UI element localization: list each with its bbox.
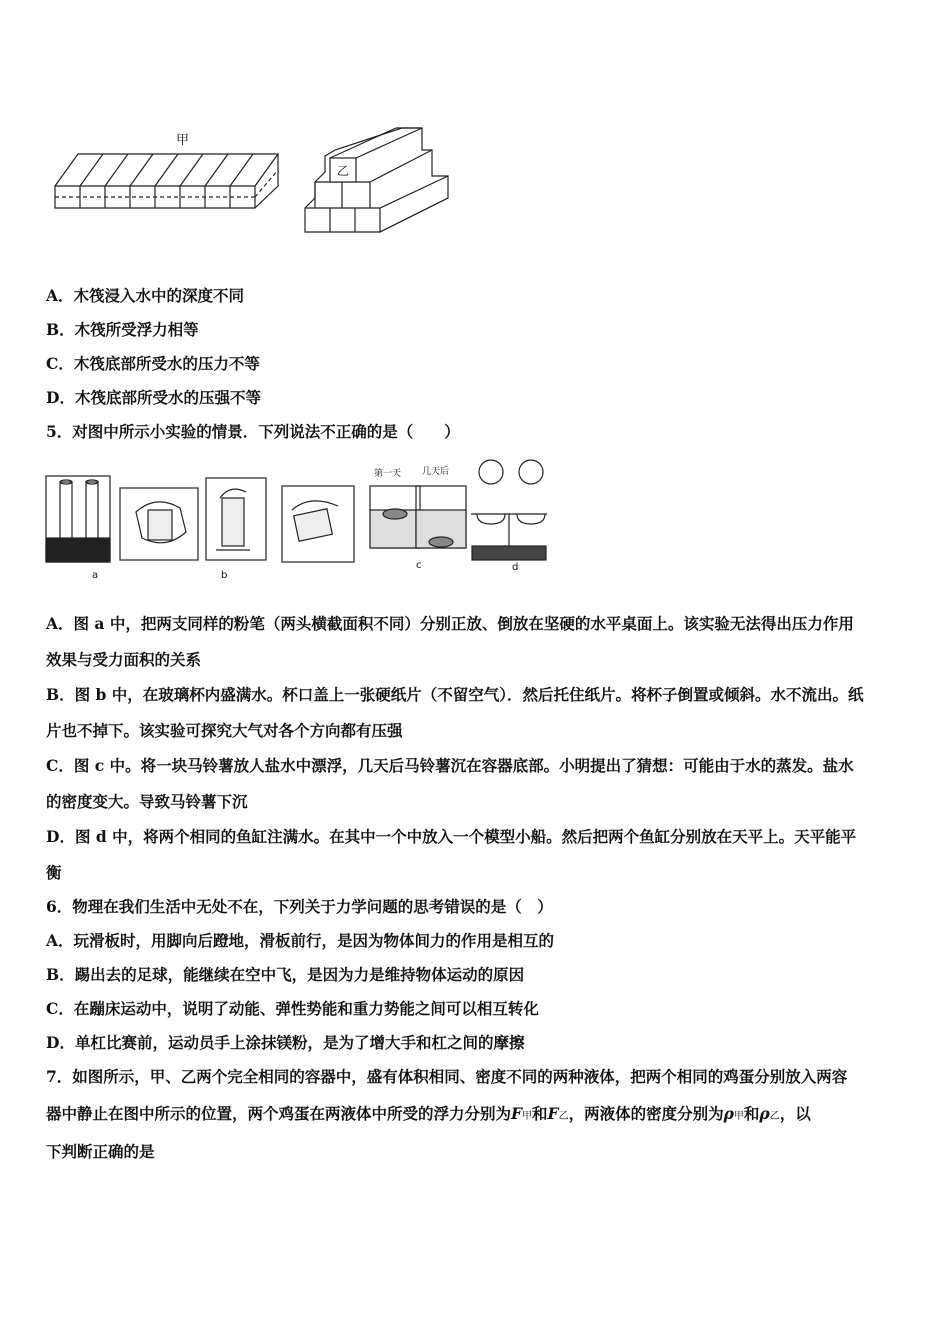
q4-option-a: A．木筏浸入水中的深度不同 — [46, 286, 245, 305]
label-yi: 乙 — [337, 164, 350, 178]
q5-figure — [44, 458, 549, 584]
label-a: a — [92, 570, 99, 581]
raft-diagram — [50, 120, 470, 240]
q6-option-d: D．单杠比赛前，运动员手上涂抹镁粉，是为了增大手和杠之间的摩擦 — [46, 1033, 525, 1052]
q4-option-c: C．木筏底部所受水的压力不等 — [46, 354, 260, 373]
q7-line1: 7．如图所示，甲、乙两个完全相同的容器中，盛有体积相同、密度不同的两种液体，把两个相同的鸡蛋分别放入两容 — [46, 1067, 848, 1086]
q7-line3: 下判断正确的是 — [46, 1142, 155, 1161]
q5-option-b-line1: B．图 b 中，在玻璃杯内盛满水。杯口盖上一张硬纸片（不留空气）．然后托住纸片。将杯子倒置或倾斜。水不流出。纸 — [46, 685, 864, 704]
q5-option-b-line2: 片也不掉下。该实验可探究大气对各个方向都有压强 — [46, 721, 403, 740]
q5-option-a-line2: 效果与受力面积的关系 — [46, 650, 202, 669]
label-day1: 第一天 — [374, 469, 402, 479]
label-days-later: 几天后 — [422, 467, 450, 477]
q7-line2: 器中静止在图中所示的位置，两个鸡蛋在两液体中所受的浮力分别为F甲和F乙，两液体的密度分别为ρ甲和ρ乙，以 — [46, 1104, 811, 1123]
experiment-diagram — [44, 458, 549, 584]
q6-option-b: B．踢出去的足球，能继续在空中飞，是因为力是维持物体运动的原因 — [46, 965, 525, 984]
q5-option-d-line1: D．图 d 中，将两个相同的鱼缸注满水。在其中一个中放入一个模型小船。然后把两个鱼缸分别放在天平上。天平能平 — [46, 827, 857, 846]
q6-option-c: C．在蹦床运动中，说明了动能、弹性势能和重力势能之间可以相互转化 — [46, 999, 539, 1018]
q5-option-d-line2: 衡 — [46, 863, 62, 882]
q4-option-d: D．木筏底部所受水的压强不等 — [46, 388, 261, 407]
raft-figure — [50, 120, 470, 240]
label-b: b — [221, 570, 228, 581]
q5-stem: 5．对图中所示小实验的情景．下列说法不正确的是（ ） — [46, 422, 460, 441]
label-jia: 甲 — [176, 133, 190, 148]
q5-option-c-line2: 的密度变大。导致马铃薯下沉 — [46, 792, 248, 811]
label-c: c — [416, 560, 422, 571]
q4-option-b: B．木筏所受浮力相等 — [46, 320, 199, 339]
label-d: d — [512, 562, 519, 573]
q5-option-a-line1: A．图 a 中，把两支同样的粉笔（两头横截面积不同）分别正放、倒放在坚硬的水平桌面上。该实验无法得出压力作用 — [46, 614, 854, 633]
q5-option-c-line1: C．图 c 中。将一块马铃薯放人盐水中漂浮，几天后马铃薯沉在容器底部。小明提出了猜想：可能由于水的蒸发。盐水 — [46, 756, 854, 775]
q6-stem: 6．物理在我们生活中无处不在，下列关于力学问题的思考错误的是（ ） — [46, 897, 553, 916]
q6-option-a: A．玩滑板时，用脚向后蹬地，滑板前行，是因为物体间力的作用是相互的 — [46, 931, 555, 950]
